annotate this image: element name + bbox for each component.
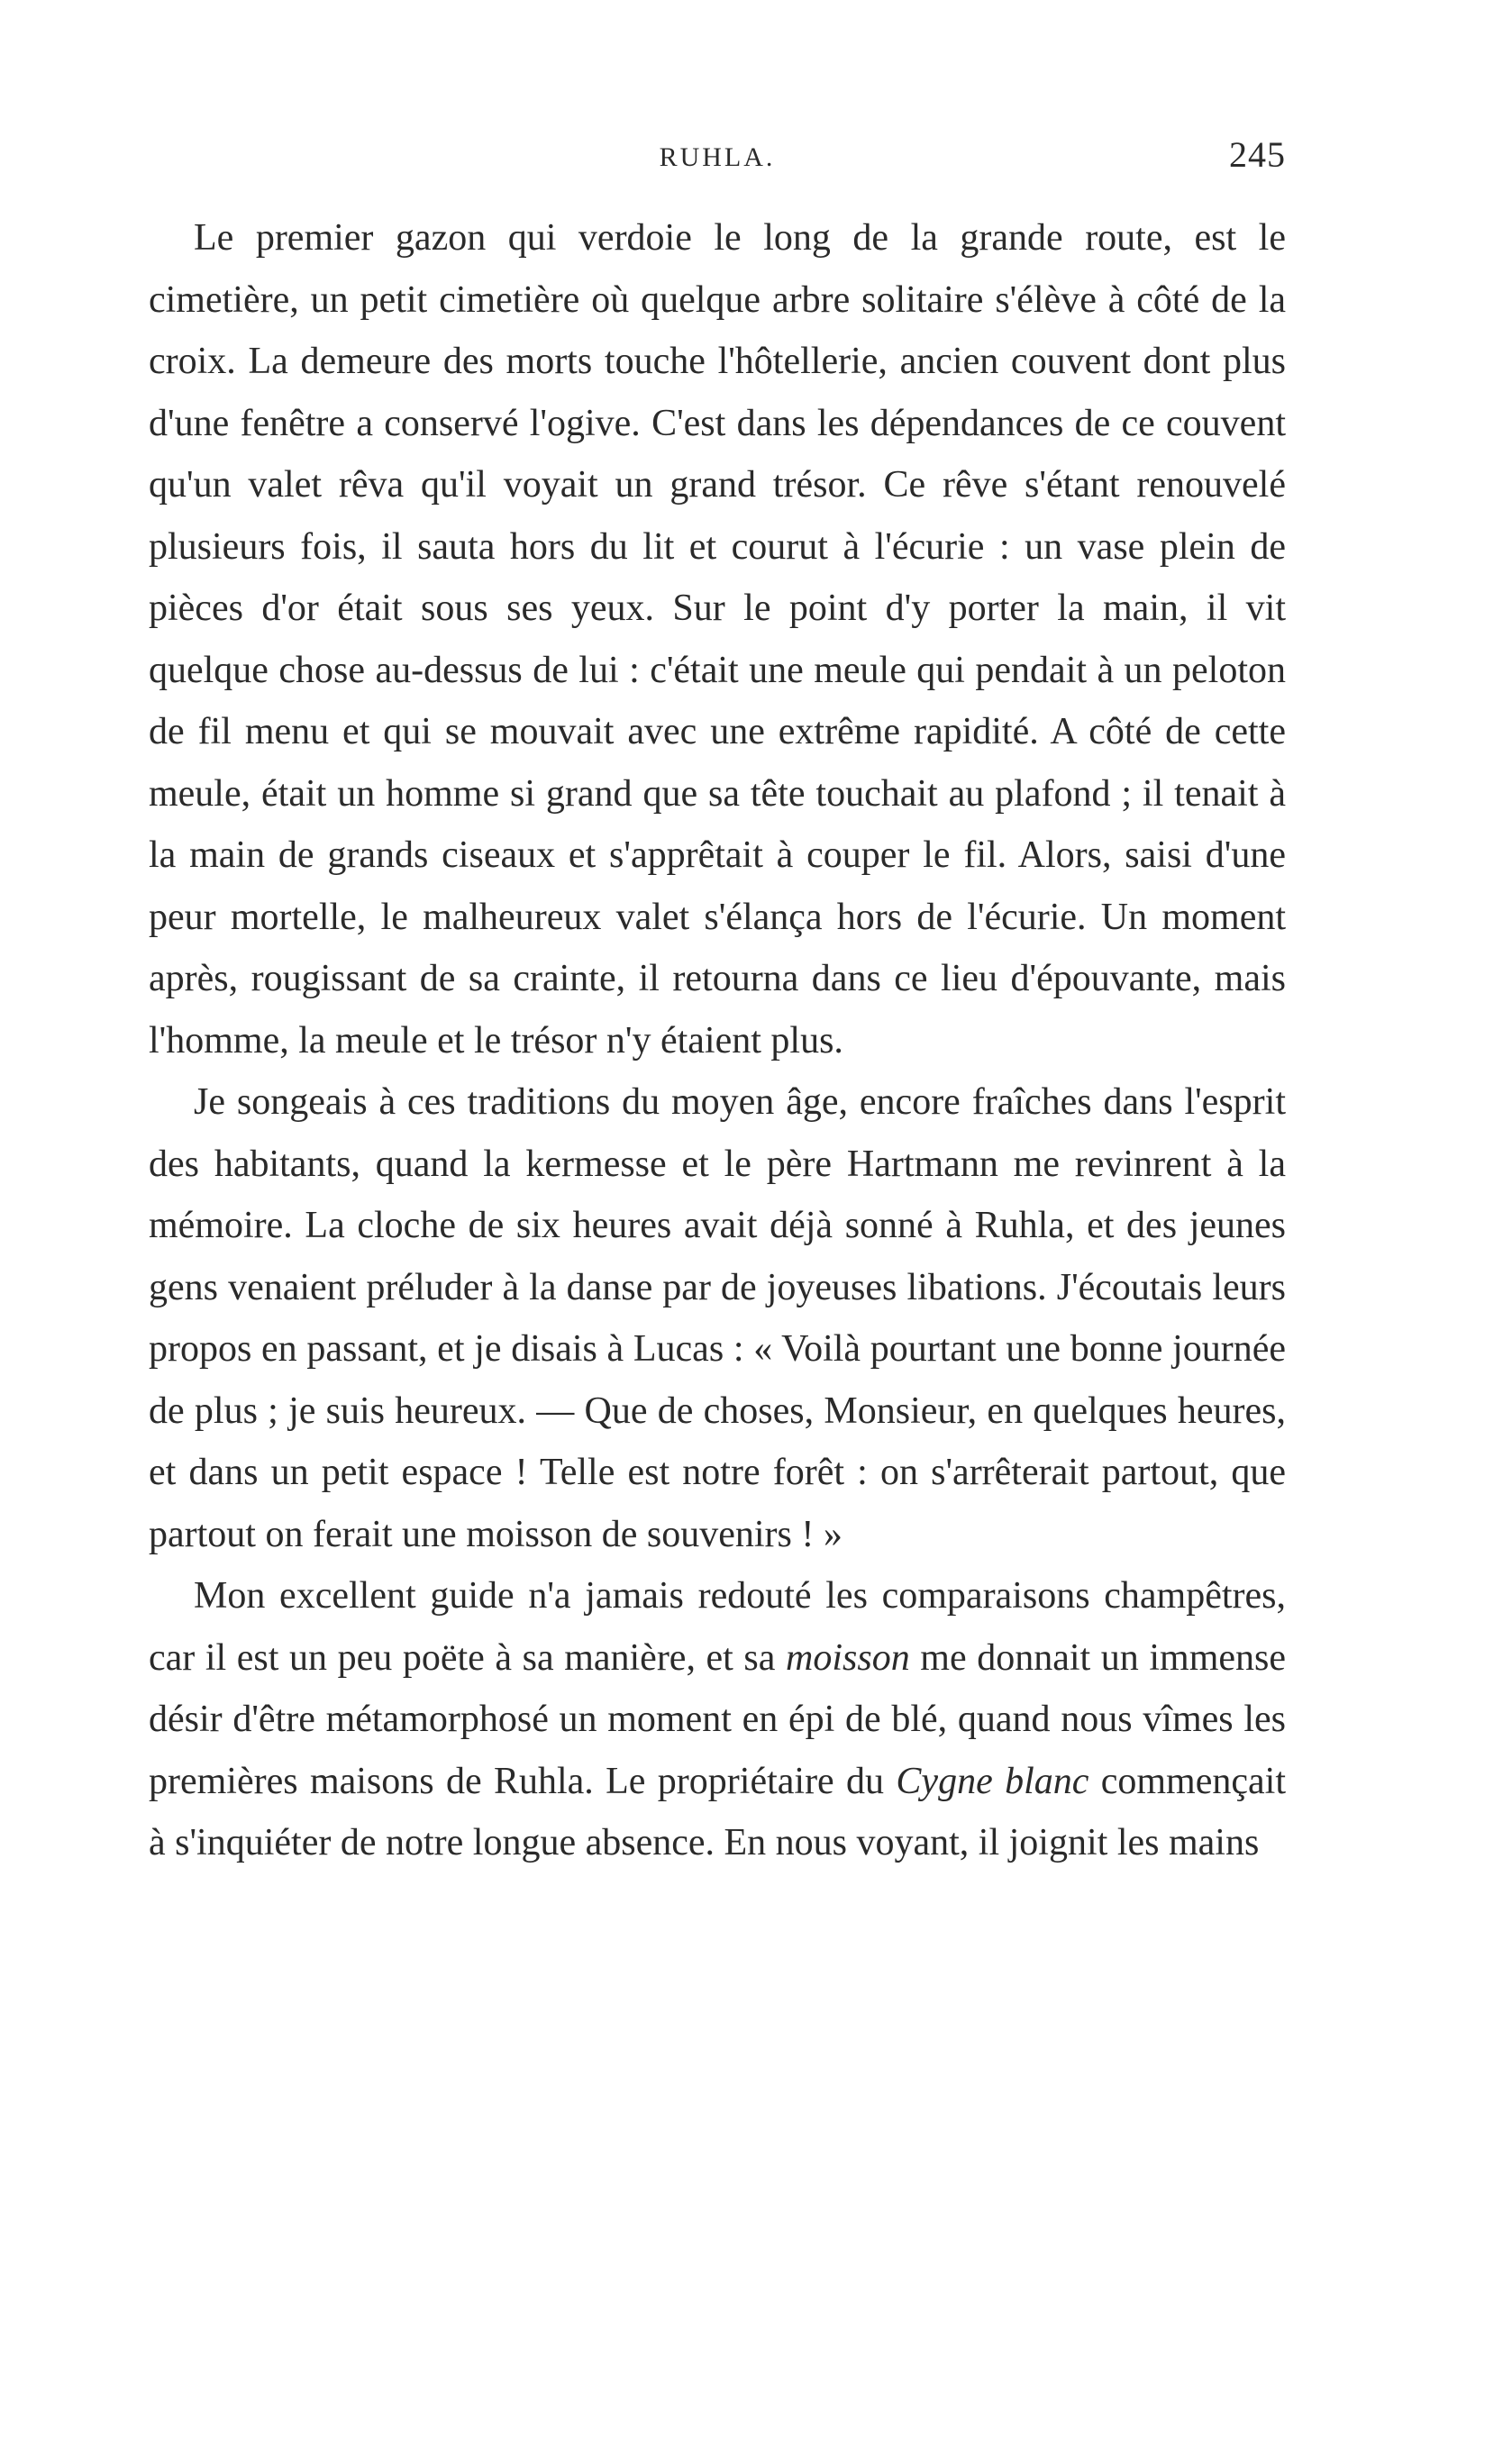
body-text	[149, 207, 1286, 1874]
paragraph-2	[149, 1071, 1286, 1565]
paragraph-3	[149, 1565, 1286, 1874]
italic-title-cygne-blanc: Cygne blanc	[896, 1760, 1089, 1802]
paragraph-1-text: Le premier gazon qui verdoie le long de la grande route, est le cimetière, un petit cimetière où quelque arbre solitaire s'élève à côté de la croix. La demeure des morts touche l'hôtellerie, ancien couvent dont plus d'une fenêtre a conservé l'ogive. C'est dans les dépendances de ce couvent qu'un valet rêva qu'il voyait un grand trésor. Ce rêve s'étant renouvelé plusieurs fois, il sauta hors du lit et courut à l'écurie : un vase plein de pièces d'or était sous ses yeux. Sur le point d'y porter la main, il vit quelque chose au-dessus de lui : c'était une meule qui pendait à un peloton de fil menu et qui se mouvait avec une extrême rapidité. A côté de cette meule, était un homme si grand que sa tête touchait au plafond ; il tenait à la main de grands ciseaux et s'apprêtait à couper le fil. Alors, saisi d'une peur mortelle, le malheureux valet s'élança hors de l'écurie. Un moment après, rougissant de sa crainte, il retourna dans ce lieu d'épouvante, mais l'homme, la meule et le trésor n'y étaient plus.	[149, 217, 1286, 1061]
paragraph-2-text: Je songeais à ces traditions du moyen âge, encore fraîches dans l'esprit des habitants, quand la kermesse et le père Hartmann me revinrent à la mémoire. La cloche de six heures avait déjà sonné à Ruhla, et des jeunes gens venaient préluder à la danse par de joyeuses libations. J'écoutais leurs propos en passant, et je disais à Lucas : « Voilà pourtant une bonne journée de plus ; je suis heureux. — Que de choses, Monsieur, en quelques heures, et dans un petit espace ! Telle est notre forêt : on s'arrêterait partout, que partout on ferait une moisson de souvenirs ! »	[149, 1081, 1286, 1555]
paragraph-1	[149, 207, 1286, 1071]
running-title: RUHLA.	[659, 142, 776, 172]
paragraph-3-text-c: commençait à s'inquiéter de notre longue absence. En nous voyant, il joignit les mains	[149, 1760, 1286, 1863]
running-head	[149, 133, 1286, 187]
italic-word-moisson: moisson	[786, 1636, 910, 1679]
paragraph-3-text-a: Mon excellent guide n'a jamais redouté les comparaisons champêtres, car il est un peu poëte à sa manière, et sa	[149, 1575, 1286, 1679]
paragraph-3-text-b: me donnait un immense désir d'être métamorphosé un moment en épi de blé, quand nous vîmes les premières maisons de Ruhla. Le propriétaire du	[149, 1636, 1286, 1802]
page-number: 245	[1229, 134, 1286, 175]
